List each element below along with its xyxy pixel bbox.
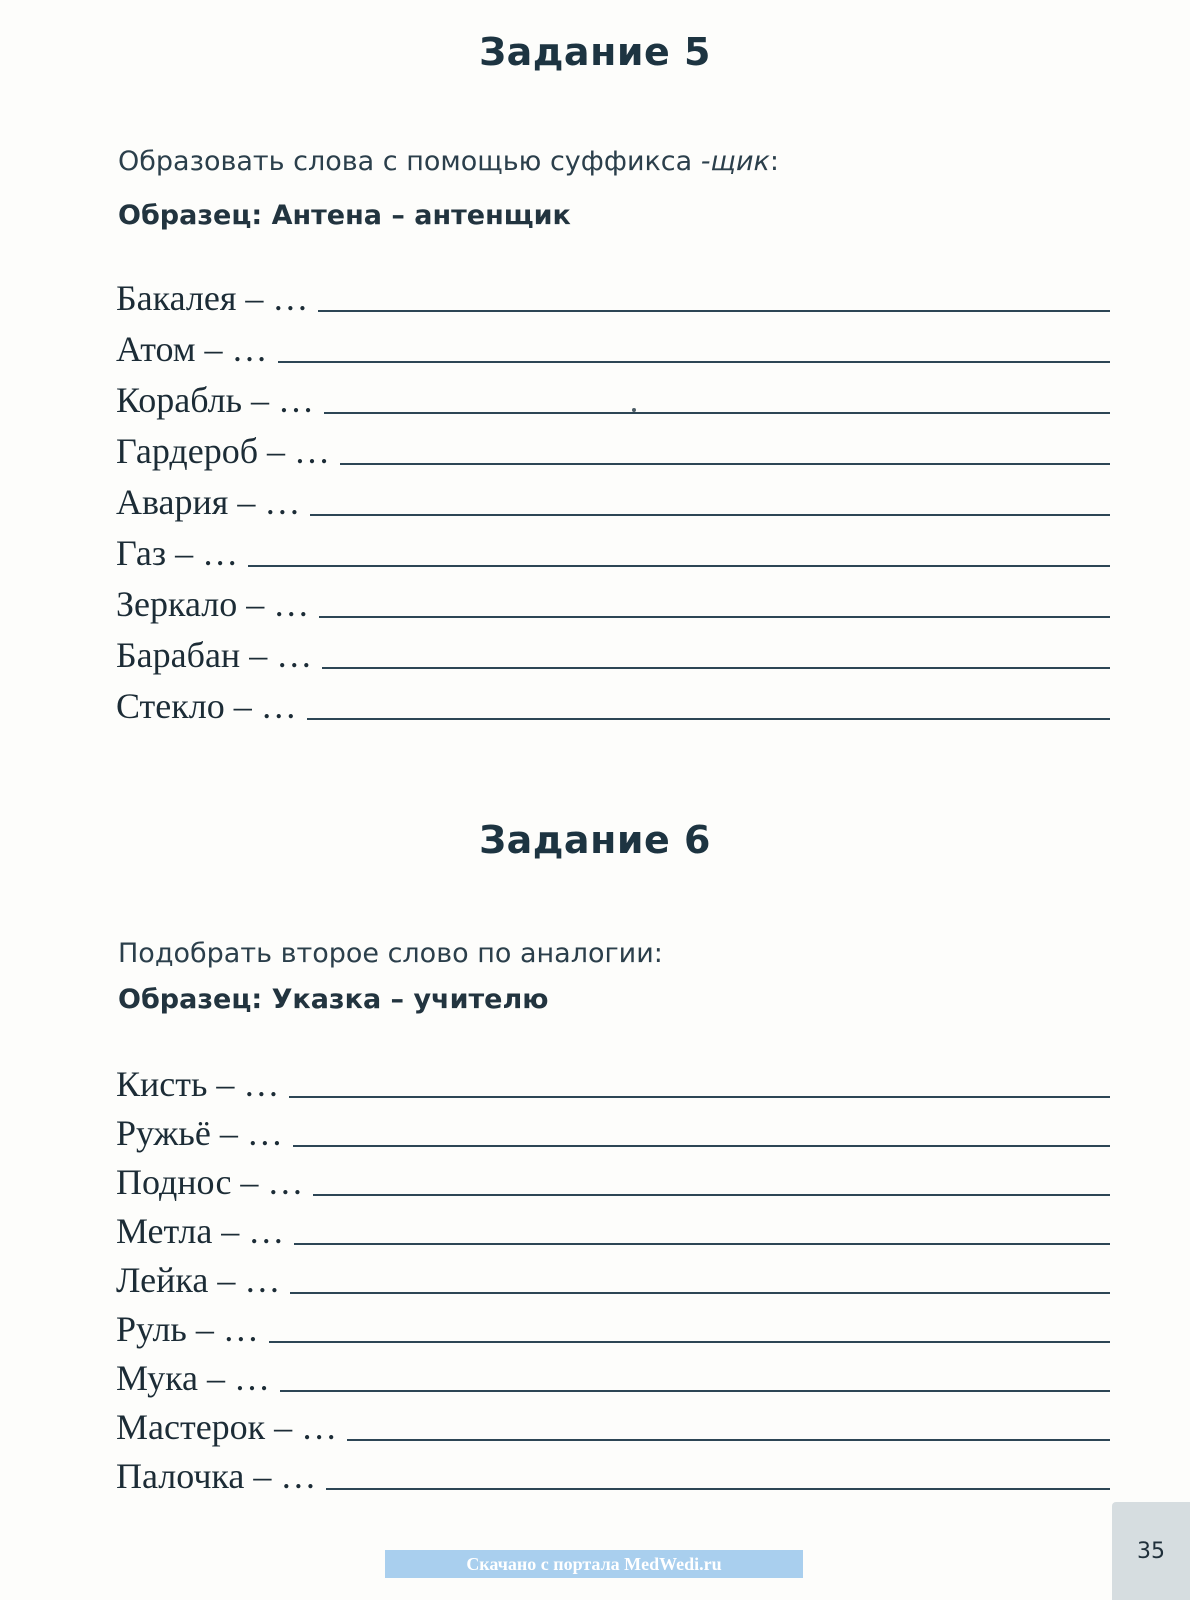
task5-item [116,268,1110,318]
task6-sample: Образец: Указка – учителю [118,984,549,1015]
task5-item [116,523,1110,573]
task5-instruction [118,146,779,177]
task5-sample: Образец: Антена – антенщик [118,200,571,231]
task6-item [116,1397,1110,1447]
task6-item [116,1250,1110,1300]
task5-item-word: Газ – … [116,533,239,573]
task5-item-word: Авария – … [116,482,301,522]
task5-item [116,676,1110,726]
answer-line[interactable] [347,1438,1110,1441]
answer-line[interactable] [318,309,1110,312]
task5-item-word: Стекло – … [116,686,297,726]
task5-item-word: Бакалея – … [116,278,309,318]
task6-item [116,1201,1110,1251]
task6-item-word: Лейка – … [116,1260,281,1300]
task6-item-word: Кисть – … [116,1064,280,1104]
task6-item-word: Метла – … [116,1211,285,1251]
answer-line[interactable] [289,1095,1110,1098]
answer-line[interactable] [307,717,1110,720]
task5-item [116,370,1110,420]
task6-item-word: Поднос – … [116,1162,304,1202]
task5-item [116,574,1110,624]
task6-item [116,1054,1110,1104]
answer-line[interactable] [278,360,1110,363]
answer-line[interactable] [313,1193,1110,1196]
task6-item-word: Ружьё – … [116,1113,283,1153]
answer-line[interactable] [293,1144,1110,1147]
download-banner [385,1550,803,1578]
page-number: 35 [1137,1538,1165,1564]
task6-item [116,1348,1110,1398]
page-number-tab [1112,1502,1190,1600]
answer-line[interactable] [248,564,1110,567]
task5-item-word: Гардероб – … [116,431,331,471]
task5-item [116,319,1110,369]
task6-item [116,1446,1110,1496]
task5-instruction-end: : [769,146,779,177]
task6-item [116,1299,1110,1349]
answer-line[interactable] [290,1291,1110,1294]
task5-item-word: Корабль – … [116,380,314,420]
task6-title: Задание 6 [479,818,711,862]
task5-item-word: Барабан – … [116,635,313,675]
answer-line[interactable] [269,1340,1110,1343]
task5-item [116,625,1110,675]
answer-line[interactable] [322,666,1110,669]
task6-item-word: Мастерок – … [116,1407,338,1447]
task5-item [116,472,1110,522]
task5-instruction-text: Образовать слова с помощью суффикса [118,146,701,177]
answer-line[interactable] [280,1389,1110,1392]
task6-instruction: Подобрать второе слово по аналогии: [118,938,663,969]
answer-line[interactable] [340,462,1110,465]
task6-item-word: Мука – … [116,1358,271,1398]
answer-line[interactable] [310,513,1110,516]
task5-item-word: Атом – … [116,329,268,369]
task6-item-word: Руль – … [116,1309,259,1349]
task5-instruction-suffix: -щик [700,146,770,177]
answer-line[interactable] [319,615,1110,618]
task6-item [116,1152,1110,1202]
answer-line[interactable] [324,411,1110,414]
answer-line[interactable] [294,1242,1110,1245]
task6-item [116,1103,1110,1153]
answer-line[interactable] [326,1487,1110,1490]
task6-item-word: Палочка – … [116,1456,317,1496]
task5-item [116,421,1110,471]
download-note: Скачано с портала MedWedi.ru [466,1553,722,1574]
task5-title: Задание 5 [479,30,711,74]
task5-item-word: Зеркало – … [116,584,310,624]
